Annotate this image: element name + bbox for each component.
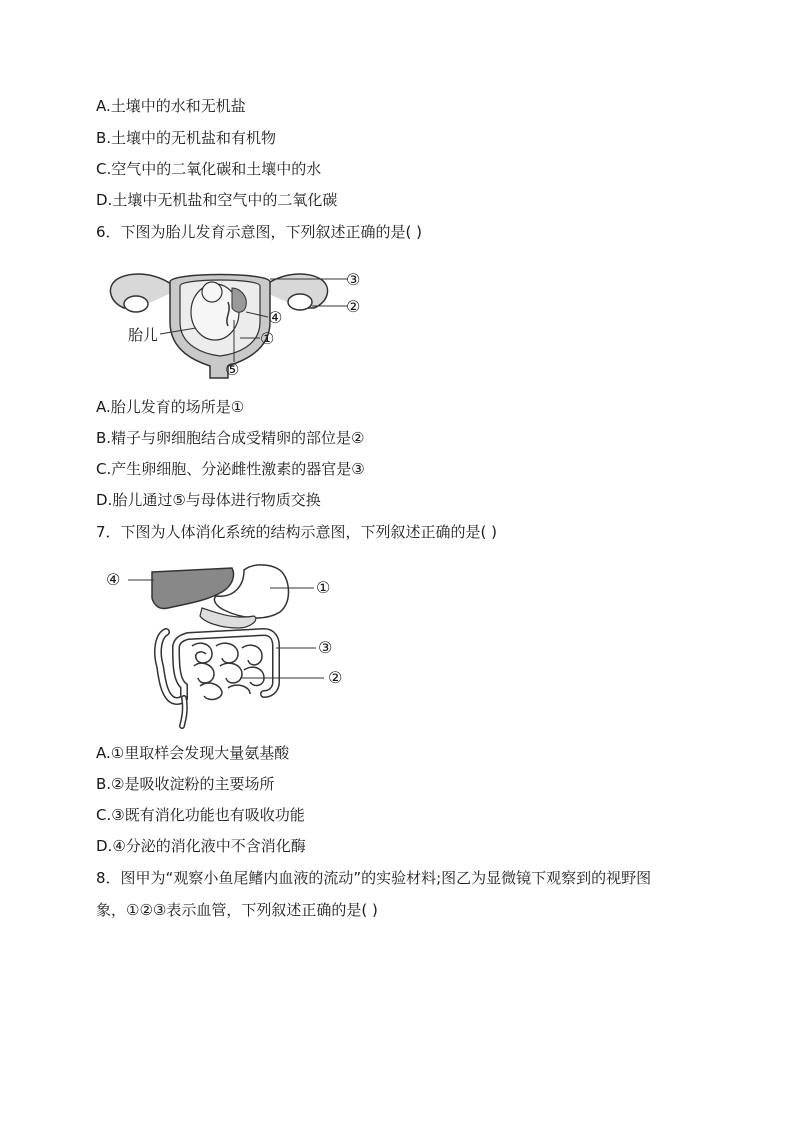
q6-stem: 6．下图为胎儿发育示意图，下列叙述正确的是( ) xyxy=(96,223,423,241)
label-fetus: 胎儿 xyxy=(128,326,159,344)
label-4: ④ xyxy=(268,308,283,327)
label-1: ① xyxy=(260,329,275,348)
label-4: ④ xyxy=(106,570,121,589)
label-3: ③ xyxy=(318,638,333,657)
left-ovary xyxy=(124,296,148,312)
q5-option-a: A.土壤中的水和无机盐 xyxy=(96,97,246,115)
q6-option-b: B.精子与卵细胞结合成受精卵的部位是② xyxy=(96,429,365,447)
digestive-system-diagram xyxy=(104,562,354,732)
q7-option-a: A.①里取样会发现大量氨基酸 xyxy=(96,744,290,762)
label-3: ③ xyxy=(346,270,361,289)
q7-option-b: B.②是吸收淀粉的主要场所 xyxy=(96,775,275,793)
q6-option-a: A.胎儿发育的场所是① xyxy=(96,398,245,416)
q8-stem-line2: 象，①②③表示血管，下列叙述正确的是( ) xyxy=(96,901,378,919)
label-2: ② xyxy=(328,668,343,687)
q5-option-d: D.土壤中无机盐和空气中的二氧化碳 xyxy=(96,191,338,209)
q7-stem: 7．下图为人体消化系统的结构示意图，下列叙述正确的是( ) xyxy=(96,523,498,541)
label-1: ① xyxy=(316,578,331,597)
q5-option-b: B.土壤中的无机盐和有机物 xyxy=(96,129,277,147)
right-ovary xyxy=(288,294,312,310)
q7-option-d: D.④分泌的消化液中不含消化酶 xyxy=(96,837,306,855)
label-5: ⑤ xyxy=(225,360,240,379)
q5-option-c: C.空气中的二氧化碳和土壤中的水 xyxy=(96,160,322,178)
q6-option-c: C.产生卵细胞、分泌雌性激素的器官是③ xyxy=(96,460,365,478)
q6-option-d: D.胎儿通过⑤与母体进行物质交换 xyxy=(96,491,321,509)
small-intestine xyxy=(192,643,264,699)
uterus-diagram xyxy=(100,262,380,382)
q7-option-c: C.③既有消化功能也有吸收功能 xyxy=(96,806,305,824)
q8-stem-line1: 8．图甲为“观察小鱼尾鳍内血液的流动”的实验材料;图乙为显微镜下观察到的视野图 xyxy=(96,869,652,887)
label-2: ② xyxy=(346,297,361,316)
